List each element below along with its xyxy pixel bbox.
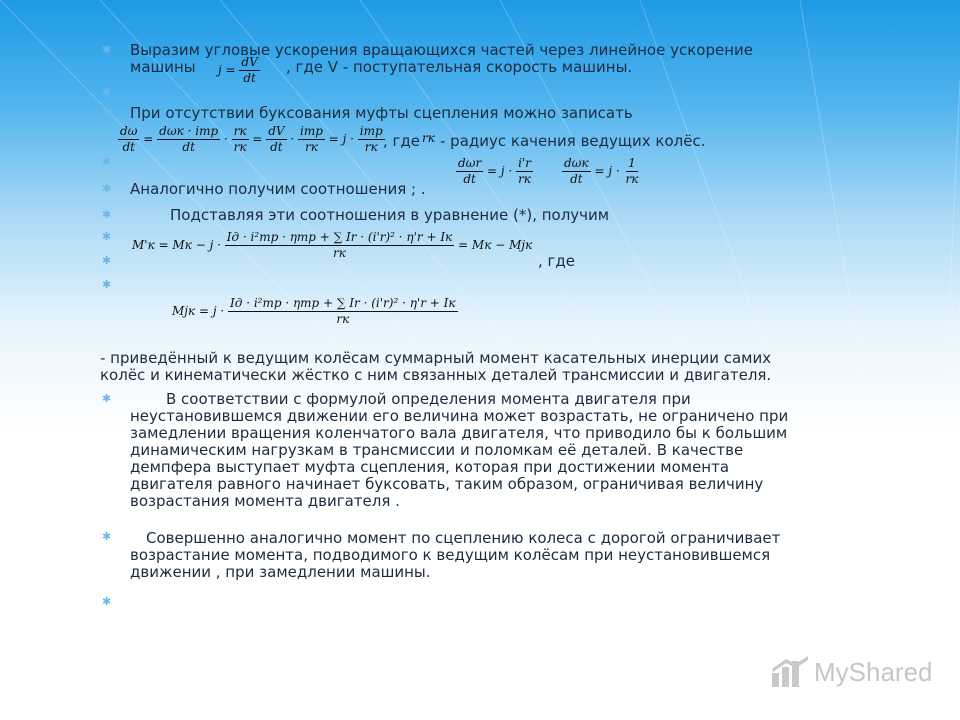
paragraph-text: колёс и кинематически жёстко с ним связанных деталей трансмиссии и двигателя. bbox=[100, 366, 772, 384]
formula-text: j = bbox=[218, 63, 236, 77]
fraction bbox=[456, 156, 483, 187]
fraction bbox=[232, 124, 249, 155]
paragraph-text: Аналогично получим соотношения ; . bbox=[130, 180, 426, 198]
fraction bbox=[239, 55, 259, 86]
paragraph-text: Совершенно аналогично момент по сцеплению колеса с дорогой ограничивает bbox=[146, 529, 781, 547]
logo-text: MyShared bbox=[814, 656, 933, 687]
denominator: dt bbox=[122, 140, 135, 154]
numerator: Iд · i²тр · ηтр + ∑ Ir · (i'r)² · η'r + Iк bbox=[230, 296, 456, 310]
formula-text: M'к = Mк − j · bbox=[132, 238, 221, 252]
numerator: dV bbox=[268, 124, 285, 138]
formula-mjk bbox=[172, 296, 458, 327]
numerator: i'r bbox=[518, 156, 531, 170]
formula-omega-k: $\frac{\text{dωк}}{dt}$ = j · $\frac{1}{rк}$ bbox=[564, 156, 639, 186]
numerator: dωr bbox=[458, 156, 482, 170]
denominator: dt bbox=[463, 172, 476, 186]
numerator: dωк bbox=[564, 156, 589, 170]
numerator: iтр bbox=[300, 124, 323, 138]
fraction bbox=[562, 156, 591, 187]
paragraph-text: Подставляя эти соотношения в уравнение (*), получим bbox=[170, 206, 610, 224]
denominator: rк bbox=[625, 172, 639, 186]
denominator: dt bbox=[270, 140, 283, 154]
paragraph-text: При отсутствии буксования муфты сцепления можно записать bbox=[130, 104, 633, 122]
numerator: rк bbox=[233, 124, 247, 138]
denominator: rк bbox=[336, 312, 350, 326]
bullet-icon: ✱ bbox=[102, 530, 112, 543]
fraction bbox=[298, 124, 325, 155]
numerator: dω bbox=[120, 124, 138, 138]
numerator: 1 bbox=[628, 156, 636, 170]
paragraph-text: двигателя равного начинает буксовать, таким образом, ограничивая величину bbox=[130, 475, 764, 493]
fraction bbox=[266, 124, 286, 155]
paragraph-text: движении , при замедлении машины. bbox=[130, 563, 431, 581]
formula-text: = Mк − Mjк bbox=[458, 238, 533, 252]
formula-angular-acceleration: $\frac{d\omega}{dt}$ = $\frac{\text{dωк · iтр}}{dt}$ · $\frac{rк}{rк}$ = $\frac{dV}{dt}$ · $\frac{\text{iтр}}{rк}$ = j · $\frac{\text{iтр}}{rк}$ bbox=[120, 124, 383, 154]
paragraph-text: возрастания момента двигателя . bbox=[130, 492, 400, 510]
numerator: iтр bbox=[359, 124, 383, 138]
logo-icon bbox=[770, 655, 810, 689]
bullet-icon: ✱ bbox=[102, 230, 112, 243]
formula-omega-r: $\frac{\text{dωr}}{dt}$ = j · $\frac{i'r}{rк}$ bbox=[458, 156, 531, 186]
fraction bbox=[358, 124, 385, 155]
fraction bbox=[118, 124, 139, 155]
denominator: rк bbox=[364, 140, 378, 154]
fraction bbox=[225, 230, 454, 261]
numerator: Iд · i²тр · ηтр + ∑ Ir · (i'r)² · η'r + Iк bbox=[226, 230, 453, 244]
fraction bbox=[228, 296, 457, 327]
numerator: dωк · iтр bbox=[159, 124, 219, 138]
bullet-icon: ✱ bbox=[102, 182, 112, 195]
bullet-icon: ✱ bbox=[102, 106, 112, 119]
paragraph-text: , где bbox=[538, 252, 576, 270]
paragraph-text: В соответствии с формулой определения момента двигателя при bbox=[166, 390, 691, 408]
formula-mk-prime bbox=[132, 230, 532, 261]
denominator: rк bbox=[233, 140, 247, 154]
formula-text: Mjк = j · bbox=[172, 304, 225, 318]
denominator: rк bbox=[518, 172, 531, 186]
paragraph-text: , где bbox=[383, 132, 421, 150]
bullet-icon: ✱ bbox=[102, 392, 112, 405]
bullet-icon: ✱ bbox=[102, 254, 112, 267]
denominator: dt bbox=[243, 71, 256, 85]
paragraph-text: демпфера выступает муфта сцепления, которая при достижении момента bbox=[130, 458, 730, 476]
fraction bbox=[157, 124, 220, 155]
formula-rk: rк bbox=[422, 131, 435, 145]
bullet-icon: ✱ bbox=[102, 86, 112, 99]
denominator: dt bbox=[570, 172, 583, 186]
fraction bbox=[516, 156, 533, 187]
denominator: dt bbox=[182, 140, 195, 154]
formula-j-dv-dt bbox=[218, 55, 260, 86]
bullet-icon: ✱ bbox=[102, 595, 112, 608]
paragraph-text: динамическим нагрузкам в трансмиссии и поломкам её деталей. В качестве bbox=[130, 441, 744, 459]
bullet-icon: ✱ bbox=[102, 278, 112, 291]
myshared-logo bbox=[770, 652, 933, 692]
paragraph-text: машины bbox=[130, 58, 196, 76]
paragraph-text: возрастание момента, подводимого к ведущим колёсам при неустановившемся bbox=[130, 546, 771, 564]
paragraph-text: , где V - поступательная скорость машины. bbox=[286, 58, 633, 76]
paragraph-text: - радиус качения ведущих колёс. bbox=[440, 132, 706, 150]
paragraph-text: - приведённый к ведущим колёсам суммарный момент касательных инерции самих bbox=[100, 349, 772, 367]
denominator: rк bbox=[333, 246, 346, 260]
bullet-icon: ✱ bbox=[102, 208, 112, 221]
numerator: dV bbox=[241, 55, 258, 69]
denominator: rк bbox=[305, 140, 318, 154]
fraction bbox=[624, 156, 641, 187]
bullet-icon: ✱ bbox=[102, 155, 112, 168]
bullet-icon: ✱ bbox=[102, 43, 112, 56]
paragraph-text: неустановившемся движении его величина может возрастать, не ограничено при bbox=[130, 407, 789, 425]
paragraph-text: Выразим угловые ускорения вращающихся частей через линейное ускорение bbox=[130, 41, 753, 59]
paragraph-text: замедлении вращения коленчатого вала двигателя, что приводило бы к большим bbox=[130, 424, 788, 442]
